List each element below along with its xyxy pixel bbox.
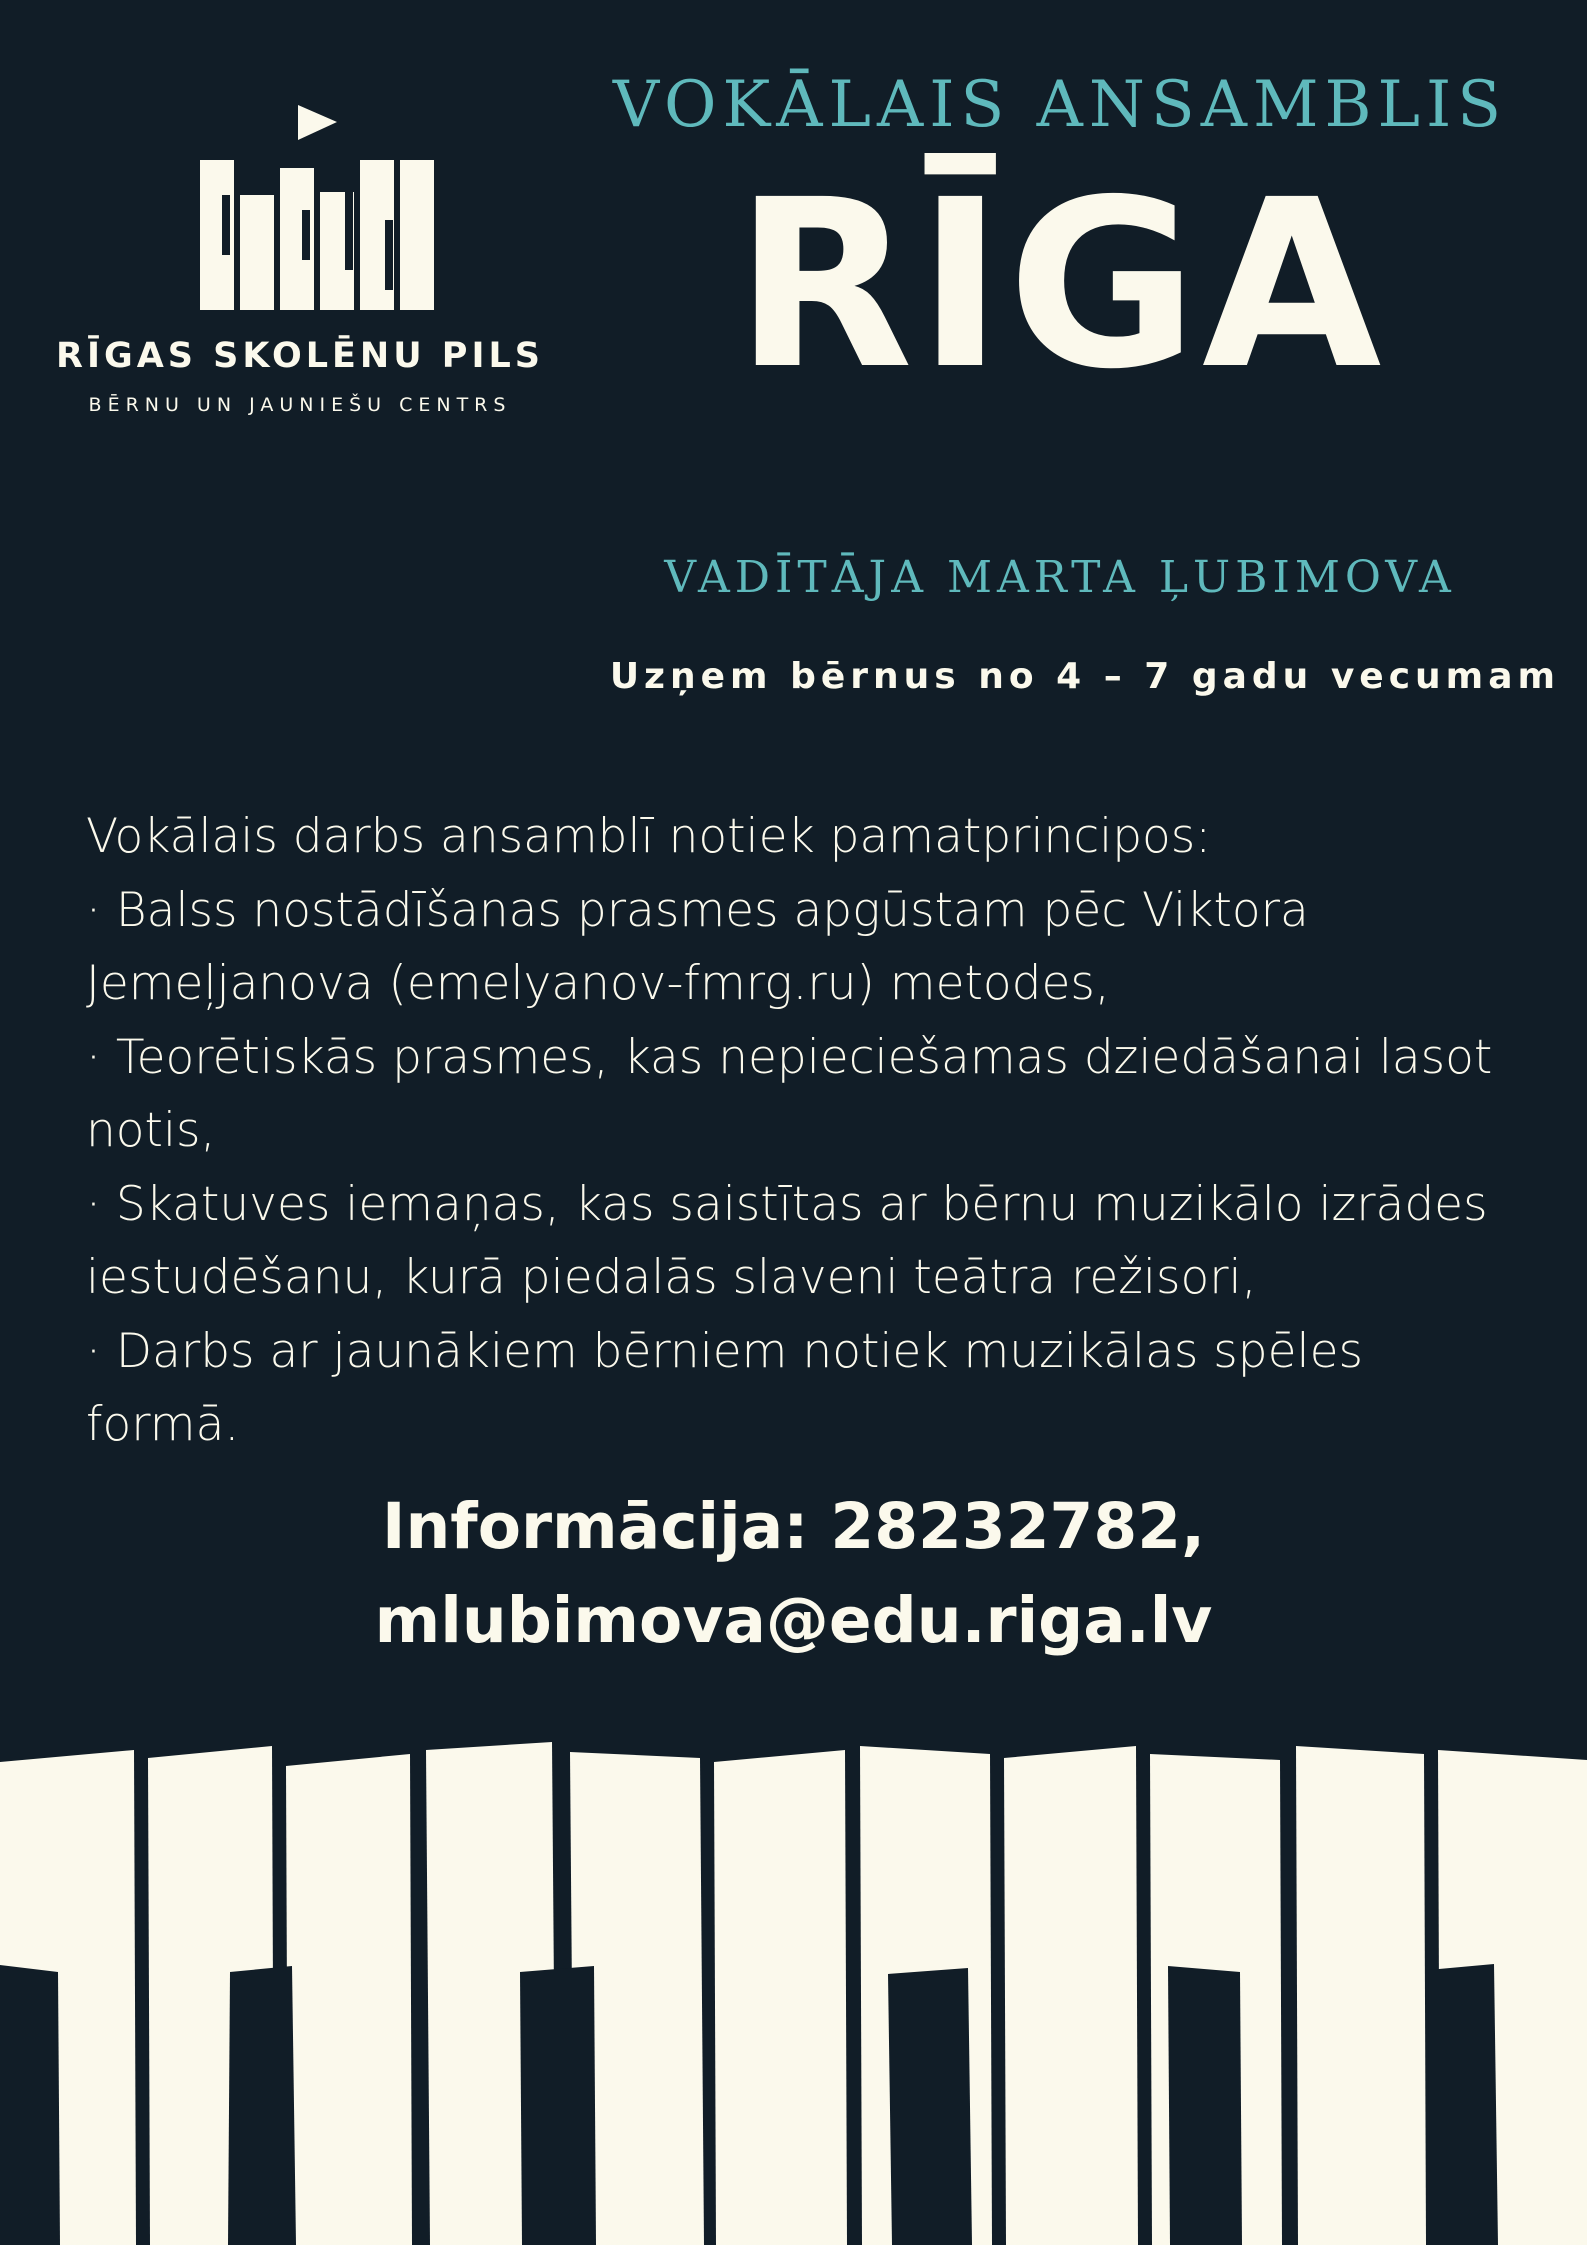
leader-name: VADĪTĀJA MARTA ĻUBIMOVA (664, 552, 1456, 603)
description-bullet: · Balss nostādīšanas prasmes apgūstam pēc Viktora Jemeļjanova (emelyanov-fmrg.ru) metodes, (86, 882, 1309, 1011)
organization-subtitle: BĒRNU UN JAUNIEŠU CENTRS (88, 394, 512, 416)
contact-phone: Informācija: 28232782, (382, 1490, 1205, 1563)
contact-email: mlubimova@edu.riga.lv (374, 1584, 1213, 1657)
description-intro: Vokālais darbs ansamblī notiek pamatprincipos: (86, 809, 1212, 864)
page-title: RĪGA (734, 150, 1386, 420)
contact-info (0, 1480, 1587, 1668)
organization-name: RĪGAS SKOLĒNU PILS (56, 336, 544, 376)
description-bullet: · Darbs ar jaunākiem bērniem notiek muzikālas spēles formā. (86, 1323, 1363, 1452)
age-range: Uzņem bērnus no 4 – 7 gadu vecumam (609, 656, 1560, 697)
ensemble-kicker: VOKĀLAIS ANSAMBLIS (612, 68, 1508, 142)
play-and-bars-logo-icon (55, 100, 555, 340)
piano-keys-icon (0, 1740, 1587, 2245)
description-bullet: · Skatuves iemaņas, kas saistītas ar bērnu muzikālo izrādes iestudēšanu, kurā piedalās slaveni teātra režisori, (86, 1176, 1488, 1305)
description-bullet: · Teorētiskās prasmes, kas nepieciešamas dziedāšanai lasot notis, (86, 1029, 1493, 1158)
description (86, 800, 1526, 1462)
